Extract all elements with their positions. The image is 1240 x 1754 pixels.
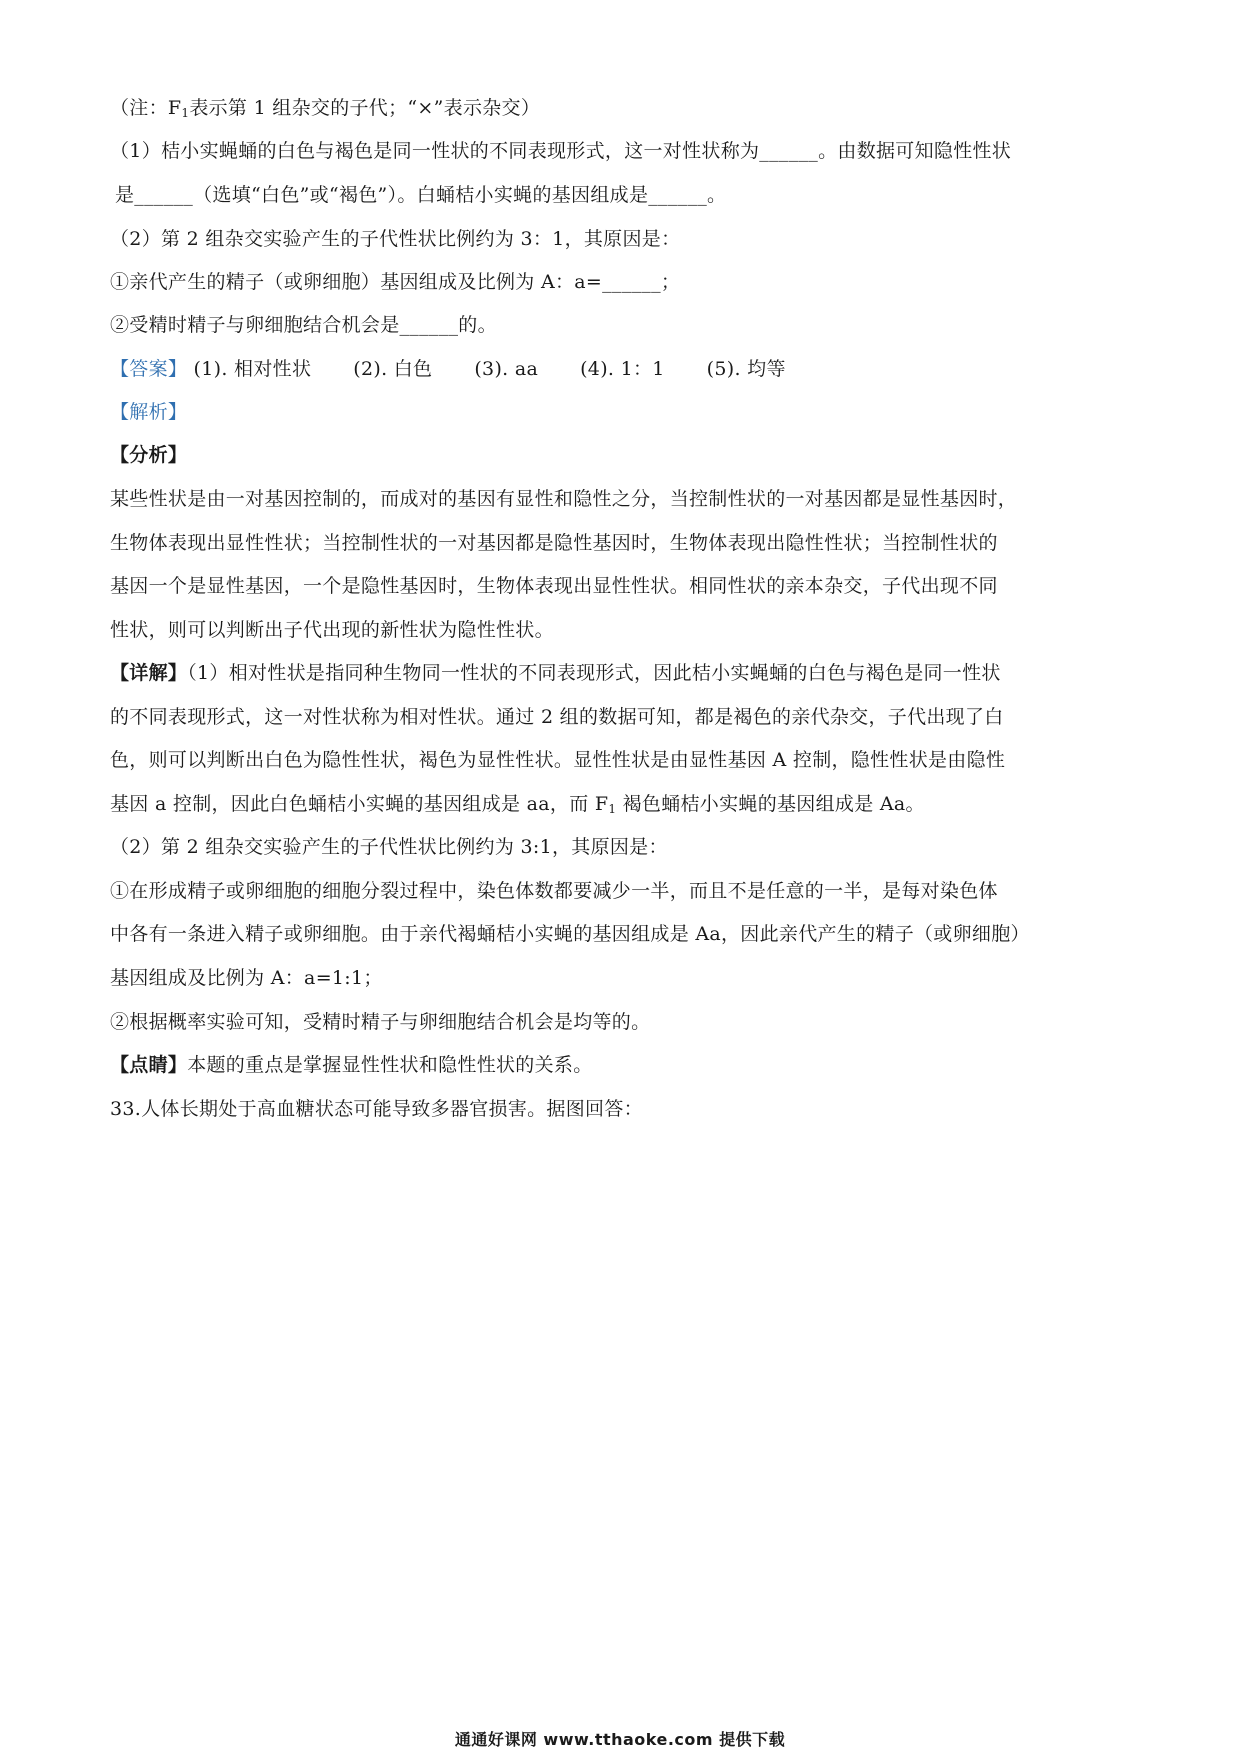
answer-item: (4). 1：1 [580,358,665,380]
question2-line3: ②受精时精子与卵细胞结合机会是______的。 [110,314,497,336]
question33-line: 33.人体长期处于高血糖状态可能导致多器官损害。据图回答： [110,1098,643,1120]
dianjing-line [110,1051,1130,1079]
answer-item: (5). 均等 [706,358,786,380]
detail-line1 [110,659,1130,687]
note-text-post: 表示第 1 组杂交的子代；“×”表示杂交） [189,97,541,119]
dianjing-text: 本题的重点是掌握显性性状和隐性性状的关系。 [187,1054,593,1076]
fenxi-line: 性状，则可以判断出子代出现的新性状为隐性性状。 [110,619,554,641]
note-line [110,94,1130,122]
detail2-line: 基因组成及比例为 A：a=1:1； [110,967,383,989]
detail-text: 基因 a 控制，因此白色蛹桔小实蝇的基因组成是 aa，而 F [110,793,609,815]
answer-item: (1). 相对性状 [193,358,312,380]
note-subscript: 1 [181,106,190,120]
detail-label: 【详解】 [110,662,188,684]
detail2-line: ①在形成精子或卵细胞的细胞分裂过程中，染色体数都要减少一半，而且不是任意的一半，是每对染色体 [110,880,998,902]
footer-source: 通通好课网 www.tthaoke.com 提供下载 [454,1730,786,1749]
answer-label: 【答案】 [110,358,188,380]
answer-item: (2). 白色 [353,358,433,380]
fenxi-label: 【分析】 [110,444,188,466]
fenxi-line: 某些性状是由一对基因控制的，而成对的基因有显性和隐性之分，当控制性状的一对基因都是显性基因时， [110,488,1018,510]
question1-line2: 是______（选填“白色”或“褐色”）。白蛹桔小实蝇的基因组成是______。 [115,184,727,206]
answer-line [110,355,1130,383]
question2-line1: （2）第 2 组杂交实验产生的子代性状比例约为 3：1，其原因是： [110,228,681,250]
question2-line2: ①亲代产生的精子（或卵细胞）基因组成及比例为 A：a=______； [110,271,681,293]
detail-line3: 色，则可以判断出白色为隐性性状，褐色为显性性状。显性性状是由显性基因 A 控制，隐性性状是由隐性 [110,749,1006,771]
answer-item: (3). aa [474,358,539,380]
fenxi-line: 生物体表现出显性性状；当控制性状的一对基因都是隐性基因时，生物体表现出隐性性状；当控制性状的 [110,532,998,554]
detail2-line: ②根据概率实验可知，受精时精子与卵细胞结合机会是均等的。 [110,1011,651,1033]
detail-line4 [110,790,1130,818]
note-text-pre: （注：F [110,97,182,119]
detail-text: （1）相对性状是指同种生物同一性状的不同表现形式，因此桔小实蝇蛹的白色与褐色是同一性状 [187,662,1001,684]
detail2-line: （2）第 2 组杂交实验产生的子代性状比例约为 3:1，其原因是： [110,836,668,858]
dianjing-label: 【点睛】 [110,1054,188,1076]
analysis-label: 【解析】 [110,401,188,423]
question1-line1: （1）桔小实蝇蛹的白色与褐色是同一性状的不同表现形式，这一对性状称为______。由数据可知隐性性状 [110,140,1012,162]
detail2-line: 中各有一条进入精子或卵细胞。由于亲代褐蛹桔小实蝇的基因组成是 Aa，因此亲代产生的精子（或卵细胞） [110,923,1030,945]
detail-line2: 的不同表现形式，这一对性状称为相对性状。通过 2 组的数据可知，都是褐色的亲代杂交，子代出现了白 [110,706,1004,728]
detail-subscript: 1 [608,802,617,816]
detail-text: 褐色蛹桔小实蝇的基因组成是 Aa。 [616,793,925,815]
fenxi-line: 基因一个是显性基因，一个是隐性基因时，生物体表现出显性性状。相同性状的亲本杂交，子代出现不同 [110,575,998,597]
